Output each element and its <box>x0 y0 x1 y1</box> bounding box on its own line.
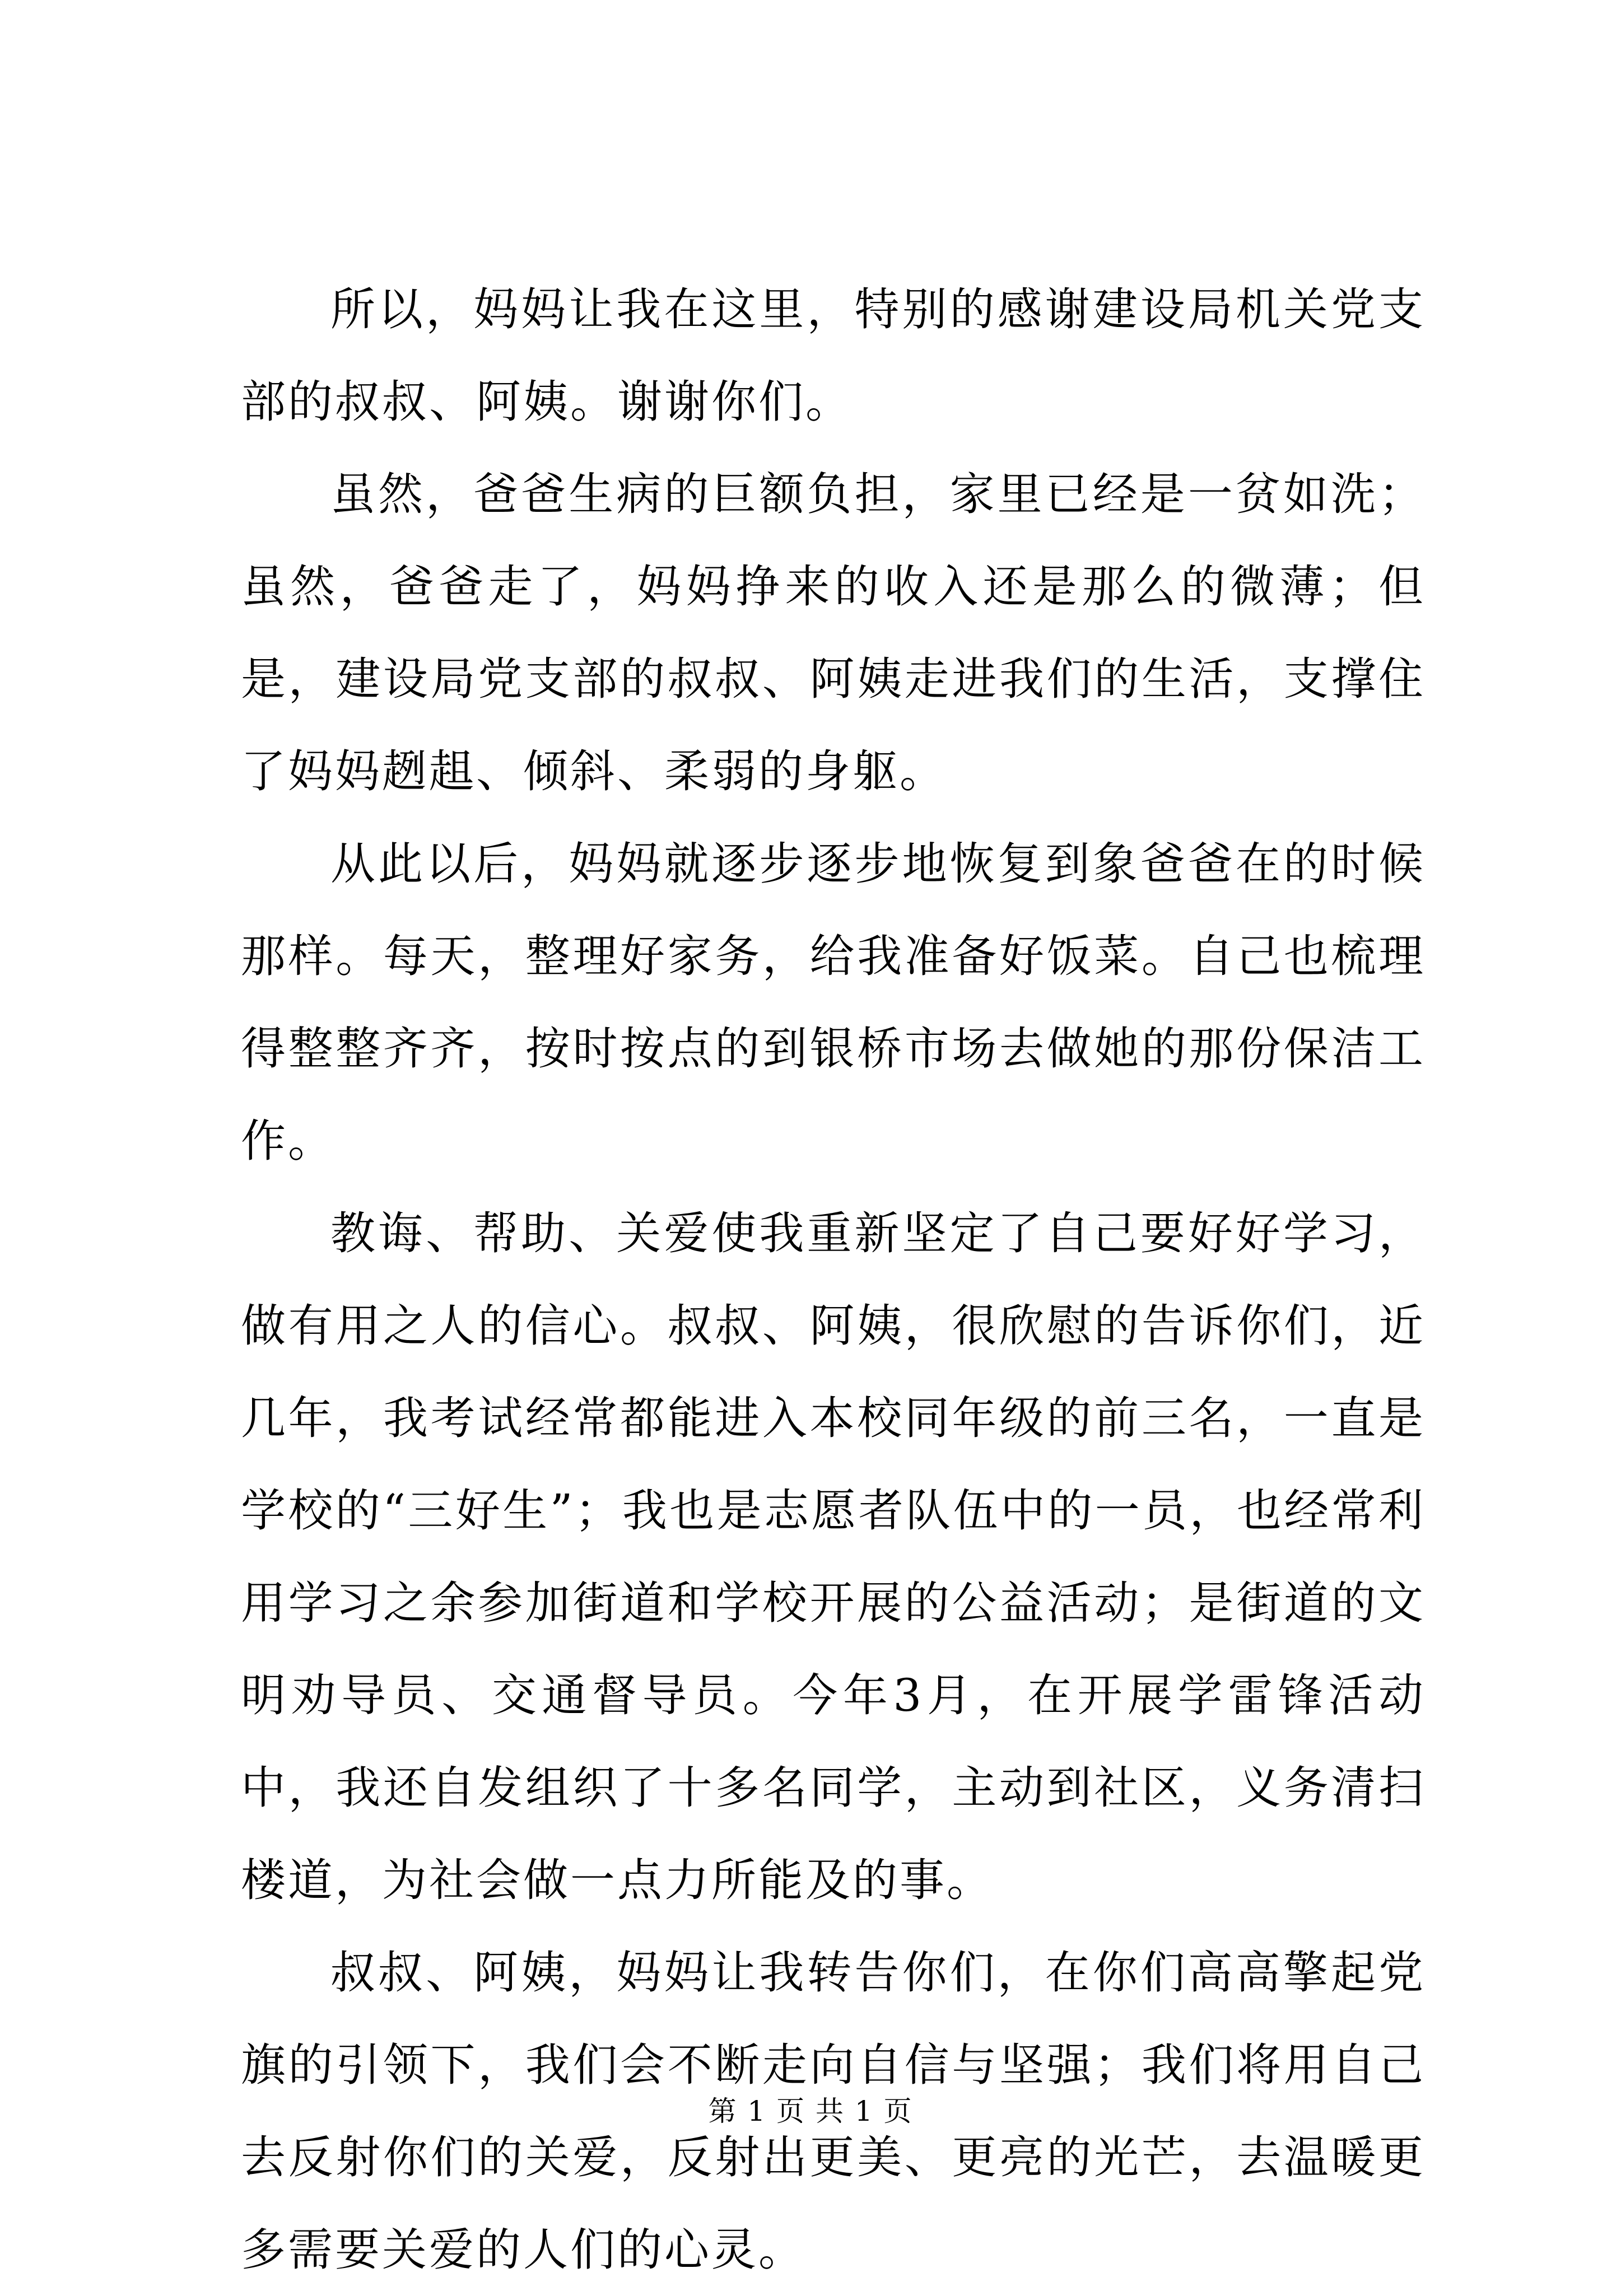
document-body <box>241 263 1426 2296</box>
paragraph-1: 所以，妈妈让我在这里，特别的感谢建设局机关党支部的叔叔、阿姨。谢谢你们。 <box>241 283 1426 428</box>
paragraph-5: 叔叔、阿姨，妈妈让我转告你们，在你们高高擎起党旗的引领下，我们会不断走向自信与坚强；我们将用自己去反射你们的关爱，反射出更美、更亮的光芒，去温暖更多需要关爱的人们的心灵。 <box>241 1947 1426 2276</box>
paragraph-4: 教诲、帮助、关爱使我重新坚定了自己要好好学习，做有用之人的信心。叔叔、阿姨，很欣慰的告诉你们，近几年，我考试经常都能进入本校同年级的前三名，一直是学校的“三好生”；我也是志愿者队伍中的一员，也经常利用学习之余参加街道和学校开展的公益活动；是街道的文明劝导员、交通督导员。今年3月，在开展学雷锋活动中，我还自发组织了十多名同学，主动到社区，义务清扫楼道，为社会做一点力所能及的事。 <box>241 1207 1426 1906</box>
paragraph-3: 从此以后，妈妈就逐步逐步地恢复到象爸爸在的时候那样。每天，整理好家务，给我准备好饭菜。自己也梳理得整整齐齐，按时按点的到银桥市场去做她的那份保洁工作。 <box>241 838 1426 1167</box>
paragraph-2: 虽然，爸爸生病的巨额负担，家里已经是一贫如洗；虽然，爸爸走了，妈妈挣来的收入还是那么的微薄；但是，建设局党支部的叔叔、阿姨走进我们的生活，支撑住了妈妈趔趄、倾斜、柔弱的身躯。 <box>241 468 1426 797</box>
page-footer <box>0 2089 1621 2134</box>
page-number-label: 第 1 页 共 1 页 <box>708 2095 913 2127</box>
